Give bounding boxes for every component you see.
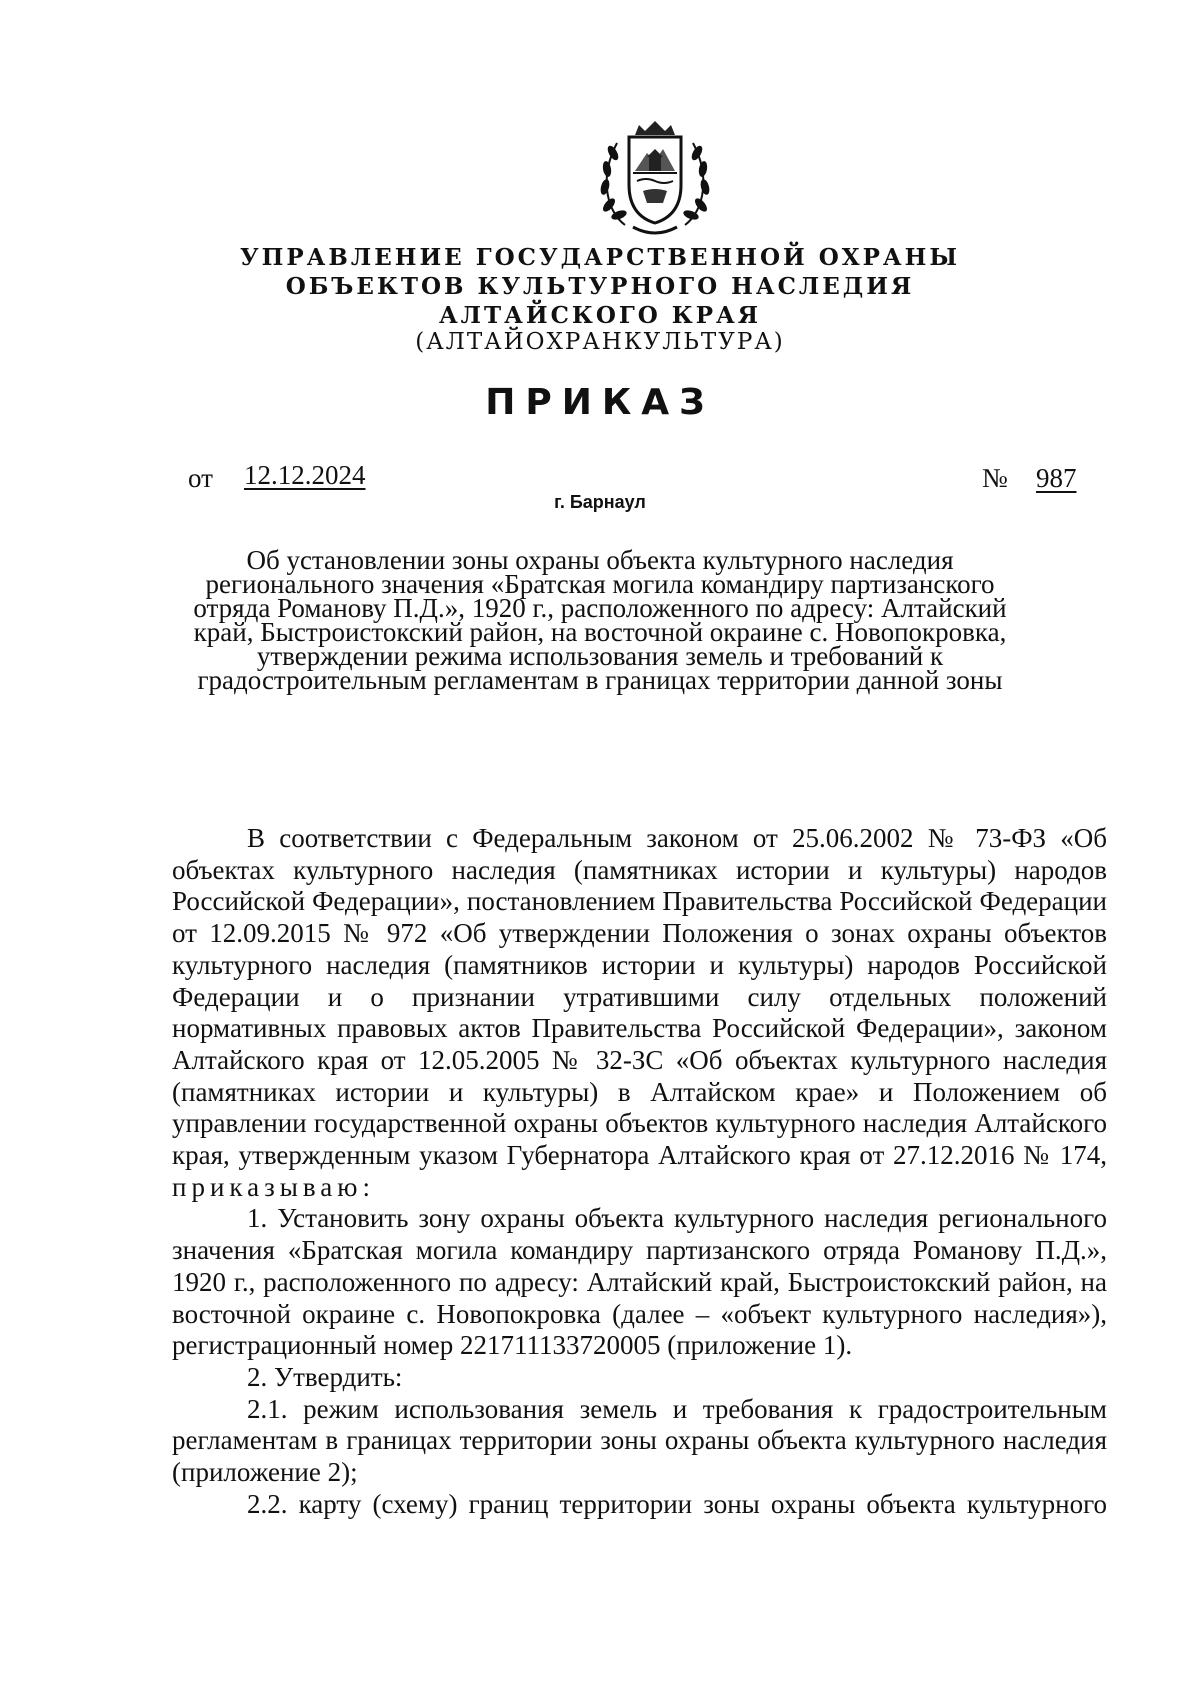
organization-short-name: (АЛТАЙОХРАНКУЛЬТУРА) — [415, 329, 785, 355]
organization-name-line-1: УПРАВЛЕНИЕ ГОСУДАРСТВЕННОЙ ОХРАНЫ — [240, 244, 960, 271]
organization-name-line-3: АЛТАЙСКОГО КРАЯ — [438, 302, 762, 329]
document-subject: Об установлении зоны охраны объекта культурного наследия регионального значения «Братская могила командиру партизанского отряда Романову П.Д.», 1920 г., расположенного по адресу: Алтайский край, Быстроистокский район, на восточной окраине с. Новопокровка, утверждении режима использования земель и требований к градостроительным регламентам в границах территории данной зоны — [193, 545, 1007, 695]
number-label: № — [982, 463, 1008, 493]
document-city: г. Барнаул — [554, 492, 646, 512]
preamble-paragraph — [172, 823, 1107, 1203]
altai-krai-coat-of-arms-icon — [595, 115, 715, 240]
document-type-title: ПРИКАЗ — [485, 382, 715, 423]
item-2-2-paragraph: 2.2. карту (схему) границ территории зоны охраны объекта культурного — [247, 1488, 1107, 1519]
document-date: 12.12.2024 — [244, 460, 366, 490]
item-1-paragraph: 1. Установить зону охраны объекта культурного наследия регионального значения «Братская могила командиру партизанского отряда Романову П.Д.», 1920 г., расположенного по адресу: Алтайский край, Быстроистокский район, на восточной окраине с. Новопокровка (далее – «объект культурного наследия»), регистрационный номер 221711133720005 (приложение 1). — [172, 1203, 1107, 1361]
preamble-text: В соответствии с Федеральным законом от 25.06.2002 № 73-ФЗ «Об объектах культурного наследия (памятниках истории и культуры) народов Российской Федерации», постановлением Правительства Российской Федерации от 12.09.2015 № 972 «Об утверждении Положения о зонах охраны объектов культурного наследия (памятников истории и культуры) народов Российской Федерации и о признании утратившими силу отдельных положений нормативных правовых актов Правительства Российской Федерации», законом Алтайского края от 12.05.2005 № 32-ЗС «Об объектах культурного наследия (памятниках истории и культуры) в Алтайском крае» и Положением об управлении государственной охраны объектов культурного наследия Алтайского края, утвержденным указом Губернатора Алтайского края от 27.12.2016 № 174, — [172, 823, 1107, 1171]
document-number: 987 — [1036, 463, 1077, 493]
date-label: от — [188, 463, 213, 493]
item-2-1-paragraph: 2.1. режим использования земель и требования к градостроительным регламентам в границах территории зоны охраны объекта культурного наследия (приложение 2); — [172, 1393, 1107, 1488]
organization-name-line-2: ОБЪЕКТОВ КУЛЬТУРНОГО НАСЛЕДИЯ — [285, 273, 915, 300]
order-word: приказываю: — [172, 1171, 375, 1202]
document-body — [172, 823, 1107, 1520]
item-2-paragraph: 2. Утвердить: — [247, 1361, 403, 1392]
